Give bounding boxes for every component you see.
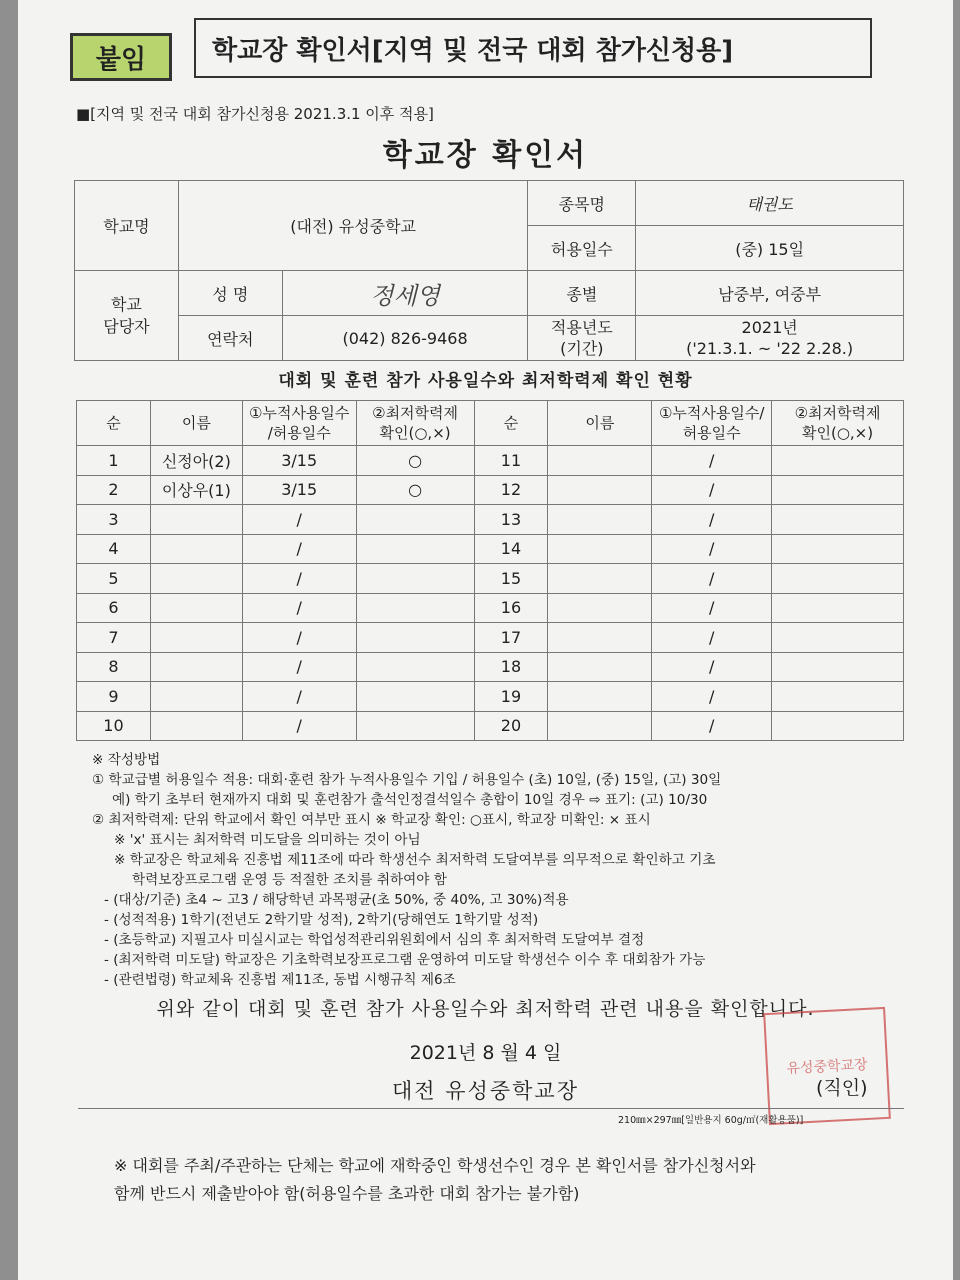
athlete-row [77,623,904,653]
athlete-table-header [77,401,904,446]
header-title-box [194,18,872,78]
row-check [772,682,904,712]
athlete-row [77,652,904,682]
row-no: 15 [474,564,548,594]
applied-note: ■[지역 및 전국 대회 참가신청용 2021.3.1 이후 적용] [76,105,434,123]
type-label: 종별 [528,271,636,316]
note-line: 예) 학기 초부터 현재까지 대회 및 훈련참가 출석인정결석일수 총합이 10일 경우 ⇨ 표기: (고) 10/30 [112,792,708,808]
athlete-row [77,711,904,741]
row-name: 신정아(2) [150,446,242,476]
row-no: 2 [77,475,151,505]
note-line: - (최저학력 미도달) 학교장은 기초학력보장프로그램 운영하여 미도달 학생선수 이수 후 대회참가 가능 [104,952,706,968]
row-name [548,711,652,741]
year-value: 2021년 ('21.3.1. ~ '22 2.28.) [636,316,904,361]
row-name [548,446,652,476]
row-name [150,564,242,594]
note-line: ② 최저학력제: 단위 학교에서 확인 여부만 표시 ※ 학교장 확인: ○표시, 학교장 미확인: × 표시 [92,812,651,828]
row-check [772,652,904,682]
row-no: 14 [474,534,548,564]
official-seal-stamp: 유성중학교장 [763,1007,891,1125]
row-no: 11 [474,446,548,476]
athlete-row [77,682,904,712]
row-check [772,711,904,741]
confirm-statement: 위와 같이 대회 및 훈련 참가 사용일수와 최저학력 관련 내용을 확인합니다. [156,998,815,1020]
row-no: 9 [77,682,151,712]
row-days: / [242,682,356,712]
footer-note: ※ 대회를 주최/주관하는 단체는 학교에 재학중인 학생선수인 경우 본 확인서를 참가신청서와 함께 반드시 제출받아야 함(허용일수를 초과한 대회 참가는 불가함) [114,1156,756,1203]
row-days: / [652,623,772,653]
row-days: / [242,534,356,564]
row-days: / [242,564,356,594]
row-days: 3/15 [242,446,356,476]
row-name [548,593,652,623]
note-line: - (초등학교) 지필고사 미실시교는 학업성적관리위원회에서 심의 후 최저학력 도달여부 결정 [104,932,645,948]
school-label: 학교명 [75,181,179,271]
row-check [772,534,904,564]
note-line: ① 학교급별 허용일수 적용: 대회·훈련 참가 누적사용일수 기입 / 허용일수 (초) 10일, (중) 15일, (고) 30일 [92,772,722,788]
athlete-row [77,475,904,505]
row-check [356,652,474,682]
row-name [548,682,652,712]
row-days: / [242,652,356,682]
section-title: 대회 및 훈련 참가 사용일수와 최저학력제 확인 현황 [278,371,693,391]
athlete-table [76,400,904,741]
row-no: 16 [474,593,548,623]
row-check [772,505,904,535]
row-days: / [652,534,772,564]
row-name: 이상우(1) [150,475,242,505]
document-sheet [18,0,953,1280]
contact-value: (042) 826-9468 [282,316,528,361]
row-days: / [242,505,356,535]
col-check-2: ②최저학력제 확인(○,×) [772,401,904,446]
row-no: 10 [77,711,151,741]
row-days: / [652,564,772,594]
note-line: - (관련법령) 학교체육 진흥법 제11조, 동법 시행규칙 제6조 [104,972,456,988]
row-no: 4 [77,534,151,564]
row-no: 20 [474,711,548,741]
row-check: ○ [356,475,474,505]
row-check [356,711,474,741]
athlete-row [77,564,904,594]
row-check [356,505,474,535]
row-days: / [242,623,356,653]
attachment-tag: 붙임 [70,33,172,81]
allowed-value: (중) 15일 [636,226,904,271]
row-days: / [652,446,772,476]
row-check [356,534,474,564]
divider [78,1108,904,1109]
athlete-row [77,446,904,476]
name-value-signature: 정세영 [282,271,528,316]
row-days: / [652,682,772,712]
col-name: 이름 [150,401,242,446]
row-no: 1 [77,446,151,476]
row-name [548,623,652,653]
row-days: / [652,593,772,623]
row-no: 6 [77,593,151,623]
row-no: 8 [77,652,151,682]
row-name [548,475,652,505]
document-title: 학교장 확인서 [382,138,589,173]
year-label: 적용년도 (기간) [528,316,636,361]
row-no: 13 [474,505,548,535]
col-days: ①누적사용일수 /허용일수 [242,401,356,446]
row-days: / [242,593,356,623]
allowed-label: 허용일수 [528,226,636,271]
col-no: 순 [77,401,151,446]
row-days: 3/15 [242,475,356,505]
row-name [150,711,242,741]
row-no: 12 [474,475,548,505]
type-value: 남중부, 여중부 [636,271,904,316]
row-name [150,623,242,653]
row-check [772,623,904,653]
row-no: 17 [474,623,548,653]
note-line: ※ 학교장은 학교체육 진흥법 제11조에 따라 학생선수 최저학력 도달여부를 의무적으로 확인하고 기초 [114,852,716,868]
row-name [548,534,652,564]
athlete-row [77,505,904,535]
note-line: 학력보장프로그램 운영 등 적절한 조치를 취하여야 함 [132,872,447,888]
row-check [356,682,474,712]
row-name [150,534,242,564]
row-days: / [652,711,772,741]
note-line: - (대상/기준) 초4 ~ 고3 / 해당학년 과목평균(초 50%, 중 40%, 고 30%)적용 [104,892,569,908]
row-no: 7 [77,623,151,653]
row-no: 3 [77,505,151,535]
issue-date: 2021년 8 월 4 일 [409,1042,562,1064]
col-check: ②최저학력제 확인(○,×) [356,401,474,446]
col-name-2: 이름 [548,401,652,446]
row-no: 5 [77,564,151,594]
event-label: 종목명 [528,181,636,226]
header-title: 학교장 확인서[지역 및 전국 대회 참가신청용] [212,35,734,66]
school-info-table [74,180,904,361]
row-check [772,475,904,505]
instructions [92,750,932,990]
row-check: ○ [356,446,474,476]
row-no: 19 [474,682,548,712]
seal-label: (직인) [816,1077,868,1099]
contact-label: 연락처 [178,316,282,361]
col-no-2: 순 [474,401,548,446]
row-name [548,652,652,682]
row-check [356,593,474,623]
row-name [150,505,242,535]
athlete-row [77,593,904,623]
row-days: / [652,652,772,682]
row-check [356,623,474,653]
row-check [356,564,474,594]
row-name [548,505,652,535]
event-value: 태권도 [636,181,904,226]
row-check [772,593,904,623]
row-name [150,593,242,623]
school-value: (대전) 유성중학교 [178,181,528,271]
row-days: / [652,505,772,535]
row-check [772,446,904,476]
name-label: 성 명 [178,271,282,316]
col-days-2: ①누적사용일수/ 허용일수 [652,401,772,446]
paper-spec: 210㎜×297㎜[일반용지 60g/㎡(재활용품)] [618,1115,804,1126]
note-line: - (성적적용) 1학기(전년도 2학기말 성적), 2학기(당해연도 1학기말 성적) [104,912,539,928]
note-line: ※ 작성방법 [92,752,161,768]
row-days: / [652,475,772,505]
athlete-row [77,534,904,564]
row-name [150,652,242,682]
row-name [150,682,242,712]
principal-name: 대전 유성중학교장 [392,1079,579,1103]
row-name [548,564,652,594]
row-check [772,564,904,594]
row-no: 18 [474,652,548,682]
note-line: ※ 'x' 표시는 최저학력 미도달을 의미하는 것이 아님 [114,832,421,848]
staff-label: 학교 담당자 [75,271,179,361]
row-days: / [242,711,356,741]
